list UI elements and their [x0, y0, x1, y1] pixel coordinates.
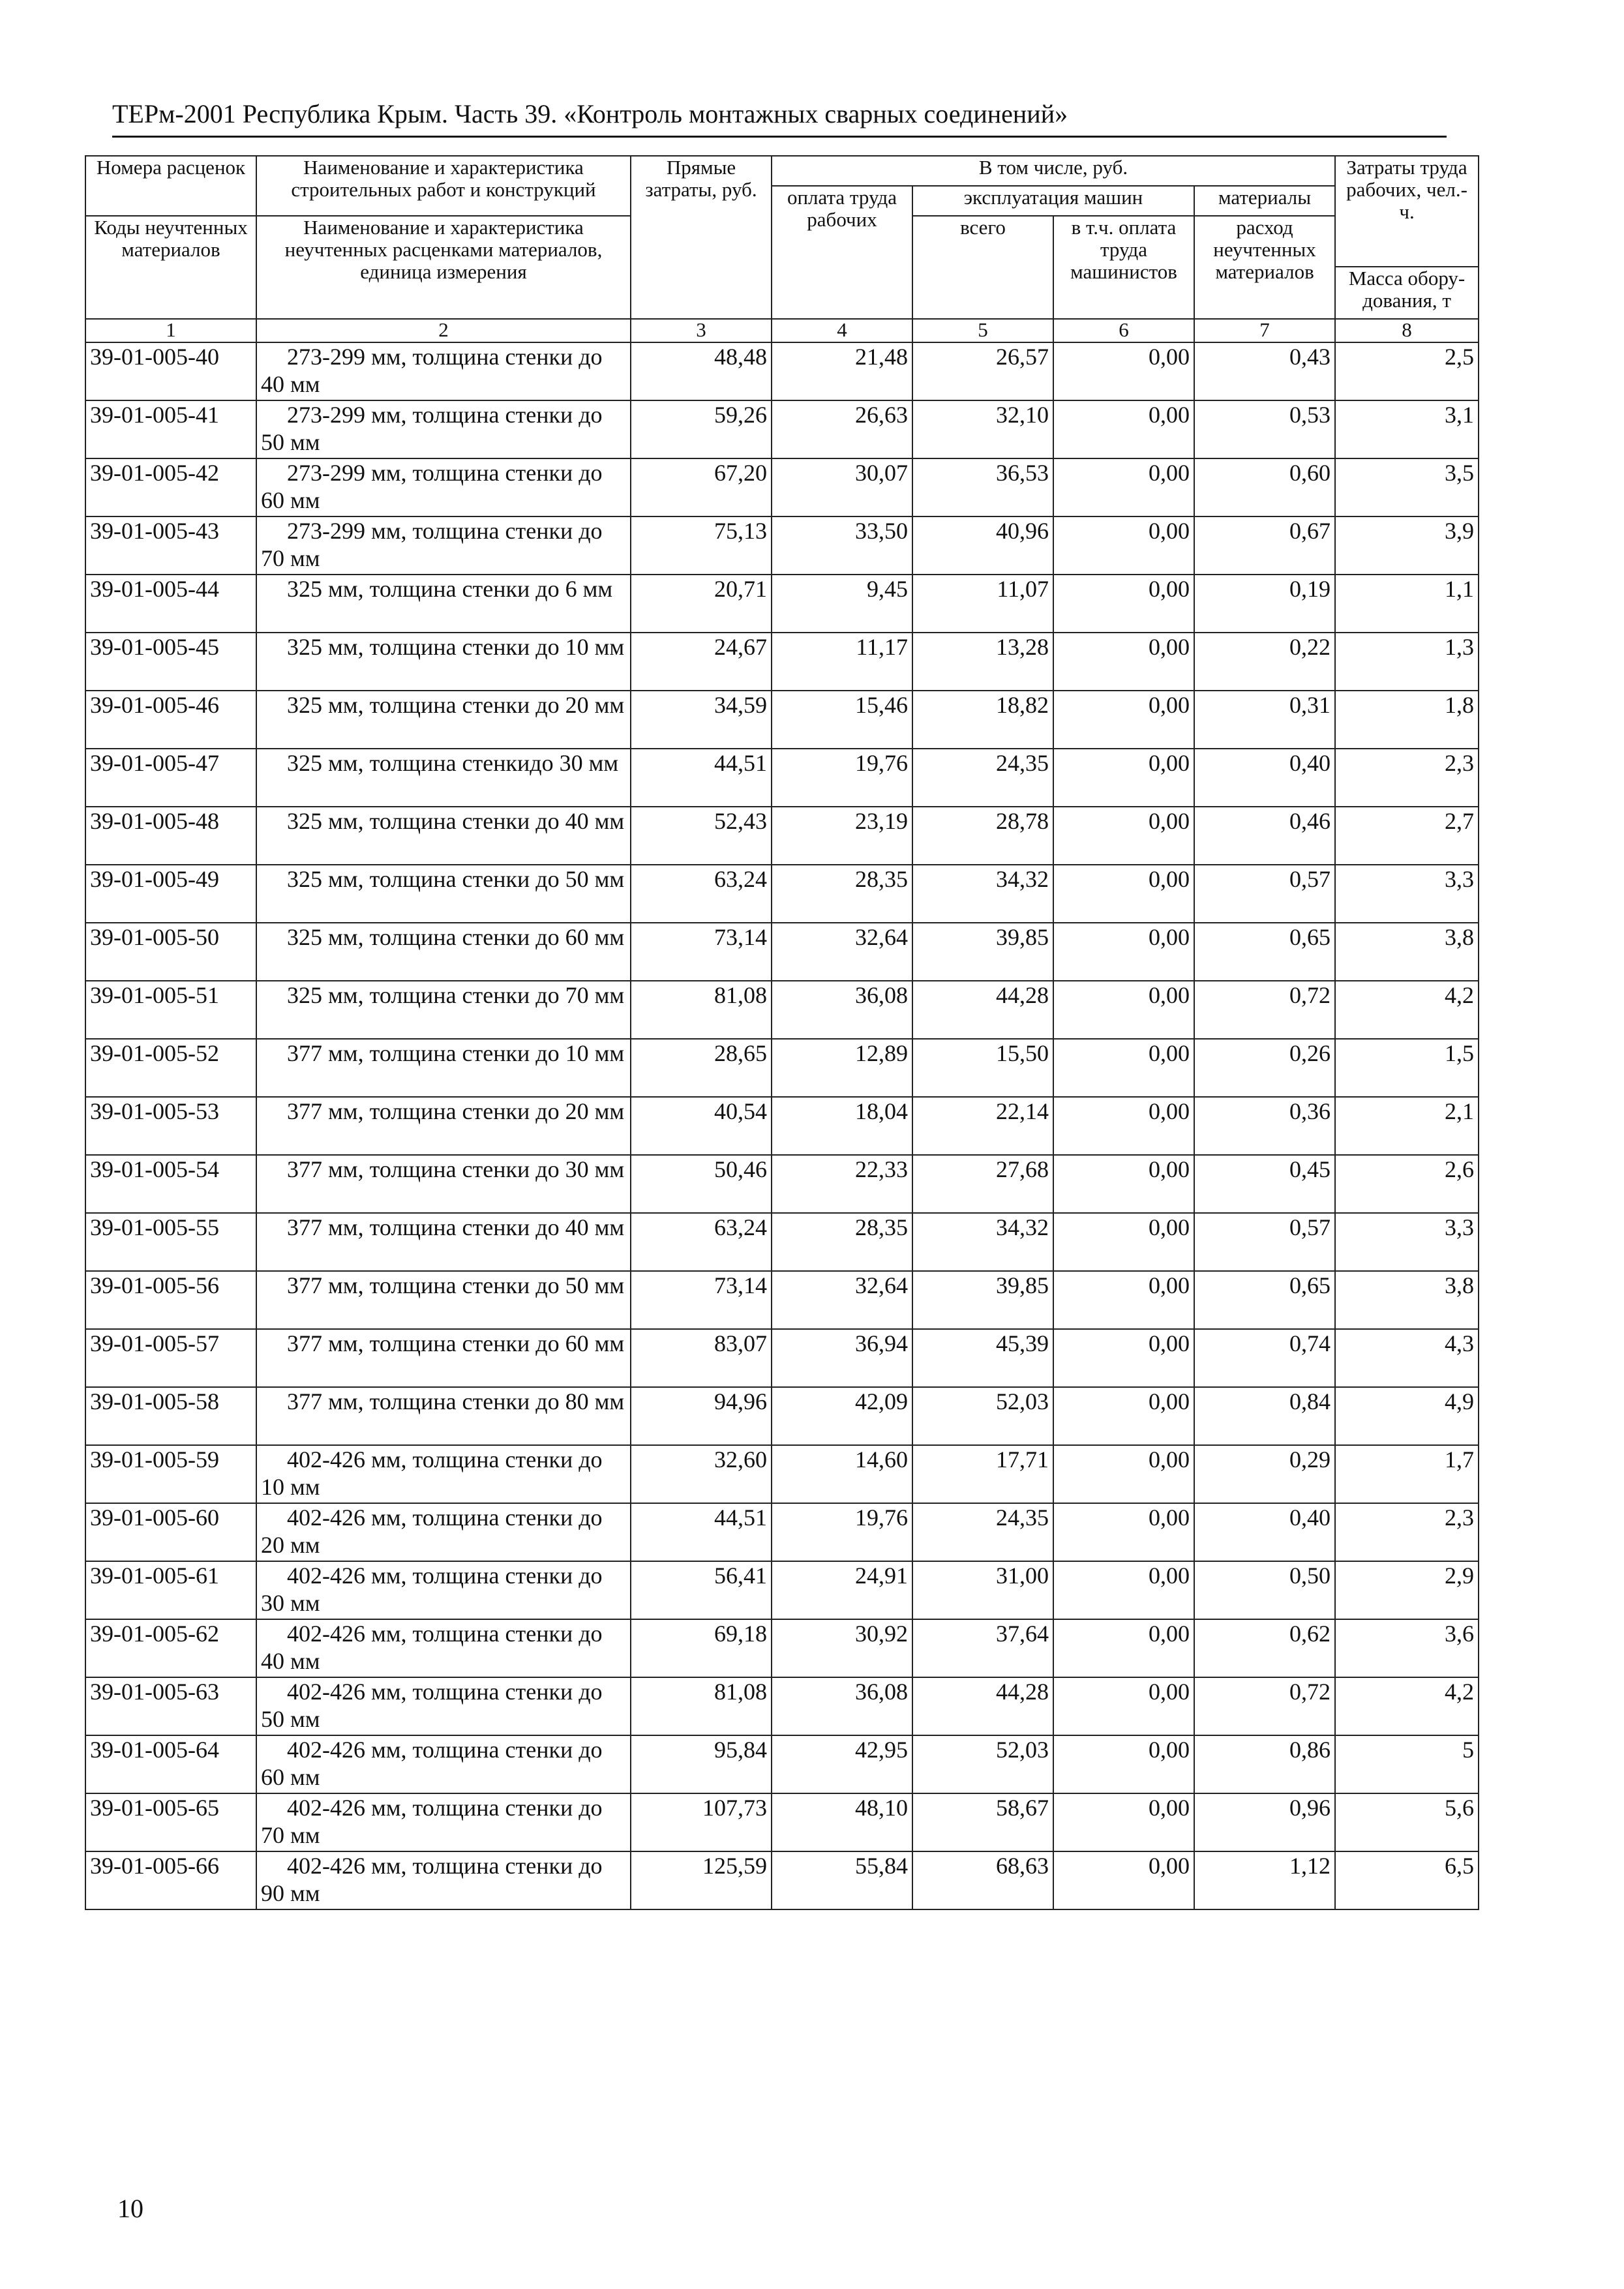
labor-costs-value: 3,1	[1335, 400, 1479, 458]
worker-pay-value: 42,09	[772, 1387, 912, 1445]
machinist-pay-value: 0,00	[1053, 1213, 1194, 1271]
worker-pay-value: 18,04	[772, 1097, 912, 1155]
column-number: 8	[1335, 319, 1479, 342]
table-body	[85, 342, 1479, 1909]
machinist-pay-value: 0,00	[1053, 516, 1194, 575]
machinist-pay-value: 0,00	[1053, 1039, 1194, 1097]
labor-costs-value: 1,5	[1335, 1039, 1479, 1097]
rate-code: 39-01-005-57	[85, 1329, 256, 1387]
worker-pay-value: 28,35	[772, 1213, 912, 1271]
table-row	[85, 633, 1479, 691]
labor-costs-value: 5,6	[1335, 1793, 1479, 1851]
worker-pay-value: 36,08	[772, 981, 912, 1039]
labor-costs-value: 4,2	[1335, 1677, 1479, 1735]
labor-costs-value: 6,5	[1335, 1851, 1479, 1909]
column-number: 6	[1053, 319, 1194, 342]
rate-code: 39-01-005-54	[85, 1155, 256, 1213]
work-description: 325 мм, толщина стенки до 60 мм	[256, 923, 631, 981]
machinist-pay-value: 0,00	[1053, 1329, 1194, 1387]
work-description: 402-426 мм, толщина стенки до 20 мм	[256, 1503, 631, 1561]
rate-code: 39-01-005-50	[85, 923, 256, 981]
header-including: В том числе, руб.	[772, 156, 1335, 186]
rate-code: 39-01-005-42	[85, 458, 256, 516]
rate-code: 39-01-005-56	[85, 1271, 256, 1329]
worker-pay-value: 55,84	[772, 1851, 912, 1909]
labor-costs-value: 2,1	[1335, 1097, 1479, 1155]
table-row	[85, 1793, 1479, 1851]
work-description: 273-299 мм, толщина стенки до 70 мм	[256, 516, 631, 575]
table-row	[85, 923, 1479, 981]
direct-costs-value: 63,24	[631, 865, 772, 923]
machines-total-value: 24,35	[912, 749, 1053, 807]
worker-pay-value: 19,76	[772, 1503, 912, 1561]
work-description: 325 мм, толщина стенки до 10 мм	[256, 633, 631, 691]
table-row	[85, 1213, 1479, 1271]
work-description: 377 мм, толщина стенки до 20 мм	[256, 1097, 631, 1155]
materials-value: 0,22	[1194, 633, 1335, 691]
machinist-pay-value: 0,00	[1053, 981, 1194, 1039]
column-number-row	[85, 319, 1479, 342]
work-description: 377 мм, толщина стенки до 80 мм	[256, 1387, 631, 1445]
materials-value: 0,74	[1194, 1329, 1335, 1387]
materials-value: 0,67	[1194, 516, 1335, 575]
header-material-codes: Коды неучтенных материалов	[85, 216, 256, 319]
materials-value: 0,62	[1194, 1619, 1335, 1677]
header-materials-usage: расход неучтенных материалов	[1194, 216, 1335, 319]
materials-value: 0,86	[1194, 1735, 1335, 1793]
machinist-pay-value: 0,00	[1053, 923, 1194, 981]
worker-pay-value: 14,60	[772, 1445, 912, 1503]
header-material-names: Наименование и характеристика неучтенных расценками материалов, единица измерения	[256, 216, 631, 319]
materials-value: 0,40	[1194, 1503, 1335, 1561]
materials-value: 0,57	[1194, 865, 1335, 923]
labor-costs-value: 2,3	[1335, 749, 1479, 807]
rate-code: 39-01-005-48	[85, 807, 256, 865]
direct-costs-value: 59,26	[631, 400, 772, 458]
direct-costs-value: 50,46	[631, 1155, 772, 1213]
labor-costs-value: 3,3	[1335, 1213, 1479, 1271]
machines-total-value: 13,28	[912, 633, 1053, 691]
direct-costs-value: 95,84	[631, 1735, 772, 1793]
work-description: 377 мм, толщина стенки до 60 мм	[256, 1329, 631, 1387]
header-equipment-mass: Масса обору-дования, т	[1335, 267, 1479, 319]
materials-value: 0,19	[1194, 575, 1335, 633]
work-description: 377 мм, толщина стенки до 50 мм	[256, 1271, 631, 1329]
rate-code: 39-01-005-59	[85, 1445, 256, 1503]
machines-total-value: 18,82	[912, 691, 1053, 749]
header-machine-operation: эксплуатация машин	[912, 186, 1194, 216]
rate-code: 39-01-005-41	[85, 400, 256, 458]
table-row	[85, 1735, 1479, 1793]
worker-pay-value: 12,89	[772, 1039, 912, 1097]
machines-total-value: 40,96	[912, 516, 1053, 575]
table-row	[85, 400, 1479, 458]
worker-pay-value: 26,63	[772, 400, 912, 458]
worker-pay-value: 21,48	[772, 342, 912, 400]
labor-costs-value: 4,3	[1335, 1329, 1479, 1387]
direct-costs-value: 63,24	[631, 1213, 772, 1271]
direct-costs-value: 44,51	[631, 749, 772, 807]
work-description: 325 мм, толщина стенкидо 30 мм	[256, 749, 631, 807]
labor-costs-value: 2,6	[1335, 1155, 1479, 1213]
machines-total-value: 37,64	[912, 1619, 1053, 1677]
page-header	[112, 98, 1447, 138]
header-direct-costs: Прямые затраты, руб.	[631, 156, 772, 319]
work-description: 325 мм, толщина стенки до 50 мм	[256, 865, 631, 923]
machines-total-value: 58,67	[912, 1793, 1053, 1851]
table-row	[85, 1445, 1479, 1503]
machines-total-value: 34,32	[912, 865, 1053, 923]
rate-code: 39-01-005-60	[85, 1503, 256, 1561]
machinist-pay-value: 0,00	[1053, 1793, 1194, 1851]
direct-costs-value: 125,59	[631, 1851, 772, 1909]
machinist-pay-value: 0,00	[1053, 1097, 1194, 1155]
materials-value: 0,60	[1194, 458, 1335, 516]
work-description: 402-426 мм, толщина стенки до 10 мм	[256, 1445, 631, 1503]
machines-total-value: 52,03	[912, 1387, 1053, 1445]
materials-value: 1,12	[1194, 1851, 1335, 1909]
direct-costs-value: 67,20	[631, 458, 772, 516]
rate-code: 39-01-005-65	[85, 1793, 256, 1851]
machinist-pay-value: 0,00	[1053, 1735, 1194, 1793]
work-description: 325 мм, толщина стенки до 6 мм	[256, 575, 631, 633]
labor-costs-value: 1,8	[1335, 691, 1479, 749]
machines-total-value: 34,32	[912, 1213, 1053, 1271]
materials-value: 0,26	[1194, 1039, 1335, 1097]
rate-code: 39-01-005-63	[85, 1677, 256, 1735]
worker-pay-value: 33,50	[772, 516, 912, 575]
materials-value: 0,45	[1194, 1155, 1335, 1213]
labor-costs-value: 1,7	[1335, 1445, 1479, 1503]
direct-costs-value: 34,59	[631, 691, 772, 749]
table-row	[85, 1387, 1479, 1445]
column-number: 7	[1194, 319, 1335, 342]
table-row	[85, 1039, 1479, 1097]
rates-table	[85, 155, 1479, 1910]
machines-total-value: 39,85	[912, 923, 1053, 981]
labor-costs-value: 3,8	[1335, 1271, 1479, 1329]
machines-total-value: 31,00	[912, 1561, 1053, 1619]
machinist-pay-value: 0,00	[1053, 575, 1194, 633]
column-number: 4	[772, 319, 912, 342]
column-number: 5	[912, 319, 1053, 342]
worker-pay-value: 30,92	[772, 1619, 912, 1677]
machinist-pay-value: 0,00	[1053, 342, 1194, 400]
machinist-pay-value: 0,00	[1053, 633, 1194, 691]
machines-total-value: 44,28	[912, 1677, 1053, 1735]
rate-code: 39-01-005-46	[85, 691, 256, 749]
labor-costs-value: 4,2	[1335, 981, 1479, 1039]
materials-value: 0,43	[1194, 342, 1335, 400]
labor-costs-value: 1,1	[1335, 575, 1479, 633]
machines-total-value: 15,50	[912, 1039, 1053, 1097]
materials-value: 0,50	[1194, 1561, 1335, 1619]
rate-code: 39-01-005-40	[85, 342, 256, 400]
rate-code: 39-01-005-64	[85, 1735, 256, 1793]
materials-value: 0,31	[1194, 691, 1335, 749]
table-row	[85, 1561, 1479, 1619]
work-description: 273-299 мм, толщина стенки до 60 мм	[256, 458, 631, 516]
materials-value: 0,65	[1194, 1271, 1335, 1329]
worker-pay-value: 42,95	[772, 1735, 912, 1793]
rate-code: 39-01-005-47	[85, 749, 256, 807]
worker-pay-value: 30,07	[772, 458, 912, 516]
materials-value: 0,57	[1194, 1213, 1335, 1271]
direct-costs-value: 81,08	[631, 981, 772, 1039]
column-number: 2	[256, 319, 631, 342]
machines-total-value: 44,28	[912, 981, 1053, 1039]
direct-costs-value: 52,43	[631, 807, 772, 865]
direct-costs-value: 56,41	[631, 1561, 772, 1619]
worker-pay-value: 32,64	[772, 1271, 912, 1329]
materials-value: 0,53	[1194, 400, 1335, 458]
machines-total-value: 39,85	[912, 1271, 1053, 1329]
table-row	[85, 1329, 1479, 1387]
table-row	[85, 691, 1479, 749]
machines-total-value: 26,57	[912, 342, 1053, 400]
table-row	[85, 981, 1479, 1039]
table-row	[85, 1851, 1479, 1909]
header-worker-pay: оплата труда рабочих	[772, 186, 912, 319]
header-rate-numbers: Номера расценок	[85, 156, 256, 216]
direct-costs-value: 69,18	[631, 1619, 772, 1677]
labor-costs-value: 3,8	[1335, 923, 1479, 981]
worker-pay-value: 19,76	[772, 749, 912, 807]
machines-total-value: 27,68	[912, 1155, 1053, 1213]
machines-total-value: 52,03	[912, 1735, 1053, 1793]
labor-costs-value: 3,6	[1335, 1619, 1479, 1677]
worker-pay-value: 11,17	[772, 633, 912, 691]
machinist-pay-value: 0,00	[1053, 1619, 1194, 1677]
materials-value: 0,46	[1194, 807, 1335, 865]
table-row	[85, 1503, 1479, 1561]
header-labor-costs: Затраты труда рабочих, чел.-ч.	[1335, 156, 1479, 267]
machines-total-value: 32,10	[912, 400, 1053, 458]
machinist-pay-value: 0,00	[1053, 1271, 1194, 1329]
document-title: ТЕРм-2001 Республика Крым. Часть 39. «Контроль монтажных сварных соединений»	[112, 99, 1068, 128]
worker-pay-value: 9,45	[772, 575, 912, 633]
machinist-pay-value: 0,00	[1053, 1503, 1194, 1561]
direct-costs-value: 44,51	[631, 1503, 772, 1561]
work-description: 377 мм, толщина стенки до 30 мм	[256, 1155, 631, 1213]
work-description: 325 мм, толщина стенки до 20 мм	[256, 691, 631, 749]
machinist-pay-value: 0,00	[1053, 400, 1194, 458]
work-description: 402-426 мм, толщина стенки до 70 мм	[256, 1793, 631, 1851]
machinist-pay-value: 0,00	[1053, 691, 1194, 749]
table-row	[85, 865, 1479, 923]
rate-code: 39-01-005-44	[85, 575, 256, 633]
worker-pay-value: 22,33	[772, 1155, 912, 1213]
header-materials: материалы	[1194, 186, 1335, 216]
machinist-pay-value: 0,00	[1053, 1561, 1194, 1619]
materials-value: 0,36	[1194, 1097, 1335, 1155]
machinist-pay-value: 0,00	[1053, 865, 1194, 923]
column-number: 3	[631, 319, 772, 342]
machinist-pay-value: 0,00	[1053, 1445, 1194, 1503]
direct-costs-value: 73,14	[631, 1271, 772, 1329]
machinist-pay-value: 0,00	[1053, 1677, 1194, 1735]
work-description: 325 мм, толщина стенки до 40 мм	[256, 807, 631, 865]
table-row	[85, 1271, 1479, 1329]
worker-pay-value: 36,94	[772, 1329, 912, 1387]
worker-pay-value: 48,10	[772, 1793, 912, 1851]
page-number: 10	[117, 2194, 143, 2223]
materials-value: 0,84	[1194, 1387, 1335, 1445]
table-row	[85, 516, 1479, 575]
machinist-pay-value: 0,00	[1053, 458, 1194, 516]
work-description: 273-299 мм, толщина стенки до 50 мм	[256, 400, 631, 458]
rate-code: 39-01-005-43	[85, 516, 256, 575]
labor-costs-value: 1,3	[1335, 633, 1479, 691]
header-work-name: Наименование и характеристика строительных работ и конструкций	[256, 156, 631, 216]
machinist-pay-value: 0,00	[1053, 1387, 1194, 1445]
direct-costs-value: 28,65	[631, 1039, 772, 1097]
materials-value: 0,72	[1194, 981, 1335, 1039]
worker-pay-value: 23,19	[772, 807, 912, 865]
table-row	[85, 1619, 1479, 1677]
work-description: 377 мм, толщина стенки до 40 мм	[256, 1213, 631, 1271]
machines-total-value: 45,39	[912, 1329, 1053, 1387]
machines-total-value: 22,14	[912, 1097, 1053, 1155]
machines-total-value: 11,07	[912, 575, 1053, 633]
work-description: 402-426 мм, толщина стенки до 30 мм	[256, 1561, 631, 1619]
column-number: 1	[85, 319, 256, 342]
materials-value: 0,40	[1194, 749, 1335, 807]
machinist-pay-value: 0,00	[1053, 1851, 1194, 1909]
labor-costs-value: 2,5	[1335, 342, 1479, 400]
rate-code: 39-01-005-61	[85, 1561, 256, 1619]
worker-pay-value: 36,08	[772, 1677, 912, 1735]
worker-pay-value: 24,91	[772, 1561, 912, 1619]
direct-costs-value: 73,14	[631, 923, 772, 981]
direct-costs-value: 94,96	[631, 1387, 772, 1445]
table-row	[85, 807, 1479, 865]
work-description: 402-426 мм, толщина стенки до 90 мм	[256, 1851, 631, 1909]
materials-value: 0,96	[1194, 1793, 1335, 1851]
labor-costs-value: 4,9	[1335, 1387, 1479, 1445]
table-row	[85, 1155, 1479, 1213]
work-description: 377 мм, толщина стенки до 10 мм	[256, 1039, 631, 1097]
table-row	[85, 1677, 1479, 1735]
direct-costs-value: 32,60	[631, 1445, 772, 1503]
machines-total-value: 28,78	[912, 807, 1053, 865]
worker-pay-value: 32,64	[772, 923, 912, 981]
table-row	[85, 1097, 1479, 1155]
worker-pay-value: 28,35	[772, 865, 912, 923]
materials-value: 0,29	[1194, 1445, 1335, 1503]
direct-costs-value: 48,48	[631, 342, 772, 400]
machinist-pay-value: 0,00	[1053, 807, 1194, 865]
rate-code: 39-01-005-66	[85, 1851, 256, 1909]
machinist-pay-value: 0,00	[1053, 1155, 1194, 1213]
labor-costs-value: 2,3	[1335, 1503, 1479, 1561]
direct-costs-value: 81,08	[631, 1677, 772, 1735]
machines-total-value: 68,63	[912, 1851, 1053, 1909]
direct-costs-value: 75,13	[631, 516, 772, 575]
work-description: 402-426 мм, толщина стенки до 40 мм	[256, 1619, 631, 1677]
work-description: 402-426 мм, толщина стенки до 50 мм	[256, 1677, 631, 1735]
direct-costs-value: 83,07	[631, 1329, 772, 1387]
rate-code: 39-01-005-58	[85, 1387, 256, 1445]
rate-code: 39-01-005-49	[85, 865, 256, 923]
materials-value: 0,72	[1194, 1677, 1335, 1735]
rate-code: 39-01-005-62	[85, 1619, 256, 1677]
labor-costs-value: 3,3	[1335, 865, 1479, 923]
direct-costs-value: 107,73	[631, 1793, 772, 1851]
machines-total-value: 24,35	[912, 1503, 1053, 1561]
labor-costs-value: 3,9	[1335, 516, 1479, 575]
table-row	[85, 749, 1479, 807]
labor-costs-value: 3,5	[1335, 458, 1479, 516]
machines-total-value: 17,71	[912, 1445, 1053, 1503]
rate-code: 39-01-005-45	[85, 633, 256, 691]
rate-code: 39-01-005-53	[85, 1097, 256, 1155]
work-description: 402-426 мм, толщина стенки до 60 мм	[256, 1735, 631, 1793]
labor-costs-value: 5	[1335, 1735, 1479, 1793]
materials-value: 0,65	[1194, 923, 1335, 981]
rate-code: 39-01-005-51	[85, 981, 256, 1039]
table-row	[85, 342, 1479, 400]
labor-costs-value: 2,9	[1335, 1561, 1479, 1619]
header-machinist-pay: в т.ч. оплата труда машинистов	[1053, 216, 1194, 319]
machinist-pay-value: 0,00	[1053, 749, 1194, 807]
worker-pay-value: 15,46	[772, 691, 912, 749]
machines-total-value: 36,53	[912, 458, 1053, 516]
rate-code: 39-01-005-55	[85, 1213, 256, 1271]
work-description: 273-299 мм, толщина стенки до 40 мм	[256, 342, 631, 400]
direct-costs-value: 20,71	[631, 575, 772, 633]
table-header	[85, 156, 1479, 342]
rate-code: 39-01-005-52	[85, 1039, 256, 1097]
direct-costs-value: 24,67	[631, 633, 772, 691]
work-description: 325 мм, толщина стенки до 70 мм	[256, 981, 631, 1039]
header-machines-total: всего	[912, 216, 1053, 319]
direct-costs-value: 40,54	[631, 1097, 772, 1155]
labor-costs-value: 2,7	[1335, 807, 1479, 865]
table-row	[85, 458, 1479, 516]
table-row	[85, 575, 1479, 633]
